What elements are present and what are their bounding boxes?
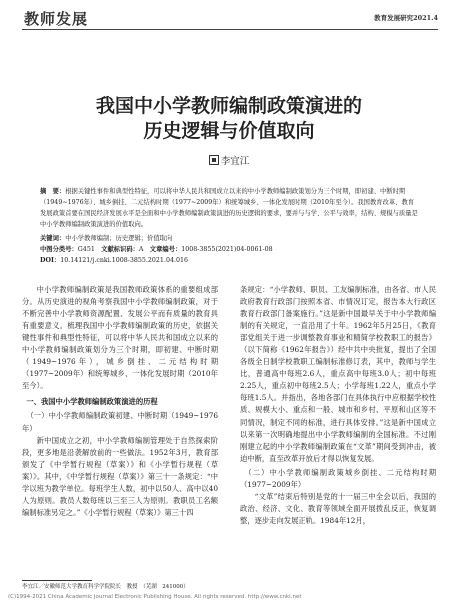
subsection-heading-2: （二）中小学教师编制政策城乡倒挂、二元结构时期（1977~2009年） [240, 467, 436, 489]
author-byline [0, 153, 458, 167]
keywords-line [40, 233, 420, 244]
doc-code-value: A [138, 246, 144, 253]
right-column [240, 284, 436, 527]
doi-line [40, 255, 420, 266]
journal-issue-label: 教育发展研究2021.4 [374, 14, 438, 22]
article-title-line-2: 历史逻辑与价值取向 [143, 120, 315, 142]
abstract-line-3: 年至今）。我国教育改革、教育发展政策首要在国民经济发展水平是全面和中小学教师编制政策演进的历史逻辑的要 [40, 199, 415, 217]
abstract-line-2: 期，即初建、中断时期（1949~1976年）、城乡倒挂、二元结构时期（1977~2009年）和统筹城乡、一体化发展时期（2010 [40, 188, 406, 206]
left-column [22, 284, 218, 519]
section-heading-1: 一、我国中小学教师编制政策演进的历程 [26, 397, 158, 407]
doi-label: DOI： [40, 257, 61, 264]
clc-label: 中图分类号： [40, 246, 78, 253]
author-footnote: 李宜江／安徽师范大学教育科学学院院长 教授 （芜湖 241000） [22, 584, 189, 590]
copyright-watermark: (C)1994-2021 China Academic Journal Electronic Publishing House. All rights reserved. http://www.cnki.net [8, 594, 302, 600]
body-paragraph-1962: 条规定：“小学教师、职员、工友编制标准，由各省、市人民政府教育行政部门按照本省、市情况订定，报告本大行政区教育行政部门备案施行。”这是新中国最早关于中小学教师编制的有关规定，一直沿用了十年。1962年5月25日，《教育部党组关于进一步调整教育事业和精简学校教职工的报告》（以下简称《1962年报告》）经中共中央批复，提出了全国各级全日制学校教职工编制标准修订表，其中，教师与学生比，普通高中每班2.6人，重点高中每班3.0人；初中每班2.25人，重点初中每班2.5人；小学每班1.22人，重点小学每班1.5人。并指出，各地各部门在具体执行中应根据学校性质、规模大小、重点和一般、城市和乡村、平原和山区等不同情况，制定不同的标准，进行具体安排。”这是新中国成立以来第一次明确地提出中小学教师编制的全国标准。不过刚刚建立起的中小学教师编制政策在“文革”期间受到冲击，被迫中断，直至改革开放后才得以恢复发展。 [240, 285, 436, 463]
subsection-heading-1: （一）中小学教师编制政策初建、中断时期（1949~1976年） [22, 411, 218, 433]
doi-value: 10.14121/j.cnki.1008-3855.2021.04.016 [60, 257, 188, 264]
body-paragraph-1952: 新中国成立之初，中小学教师编制管理处于自然探索阶段，更多地是沿袭解放前的一些做法。1952年3月，教育部颁发了《中学暂行规程（草案）》和《小学暂行规程（草案）》。其中，《中学暂行规程（草案）》第三十一条规定：“中学以班为教学单位。每班学生人数，初中以50人、高中以40人为原则。教员人数每班以三至三人为原则。教职员工名额编制标准另定之。”《小学暂行规程（草案）》第三十四 [22, 435, 218, 517]
author-name: 李宜江 [220, 156, 250, 167]
abstract-text [40, 186, 420, 230]
abstract-line-4: 求，要并与与学、公平与效率，结构、规模与质量是中小学教师编制政策演进的价值取向。 [40, 210, 418, 228]
intro-paragraph: 中小学教师编制政策是我国教师政策体系的重要组成部分。从历史演进的视角考察我国中小学教师编制政策，对于不断完善中小学教师资源配置、发展公平而有质量的教育具有重要意义。梳理我国中小学教师编制政策的历史，依据关键性事件和典型性特征，可以将中华人民共和国成立以来的中小学教师编制政策划分为三个时期，即初建、中断时期（1949~1976年），城乡倒挂、二元结构时期（1977~2009年）和统筹城乡、一体化发展时期（2010年至今）。 [22, 285, 218, 391]
journal-section-title: 教师发展 [24, 10, 89, 28]
article-no-value: 1008-3855(2021)04-0061-08 [181, 246, 273, 253]
article-title-line-1: 我国中小学教师编制政策演进的 [95, 95, 362, 117]
clc-value: G451 [77, 246, 95, 253]
article-no-label: 文章编号： [149, 246, 182, 253]
abstract-line-1: 根据关键性事件和典型性特征，可以将中华人民共和国成立以来的中小学教师编制政策划分为三个时 [65, 188, 343, 195]
footnote-divider [22, 580, 92, 581]
doc-code-label: 文献标识码： [101, 246, 139, 253]
body-paragraph-1977: “文革”结束后特别是党的十一届三中全会以后，我国的政治、经济、文化、教育等领域全面开展拨乱反正，恢复调整，逐步走向发展正轨。1984年12月， [240, 491, 436, 525]
abstract-block [40, 186, 420, 266]
abstract-label: 摘 要： [40, 188, 66, 195]
classification-line [40, 244, 420, 255]
author-marker-icon [209, 155, 219, 165]
header-divider [22, 29, 438, 30]
keywords-label: 关键词： [40, 235, 66, 242]
keywords-text: 中小学教师编制；历史逻辑；价值取向 [65, 235, 173, 242]
